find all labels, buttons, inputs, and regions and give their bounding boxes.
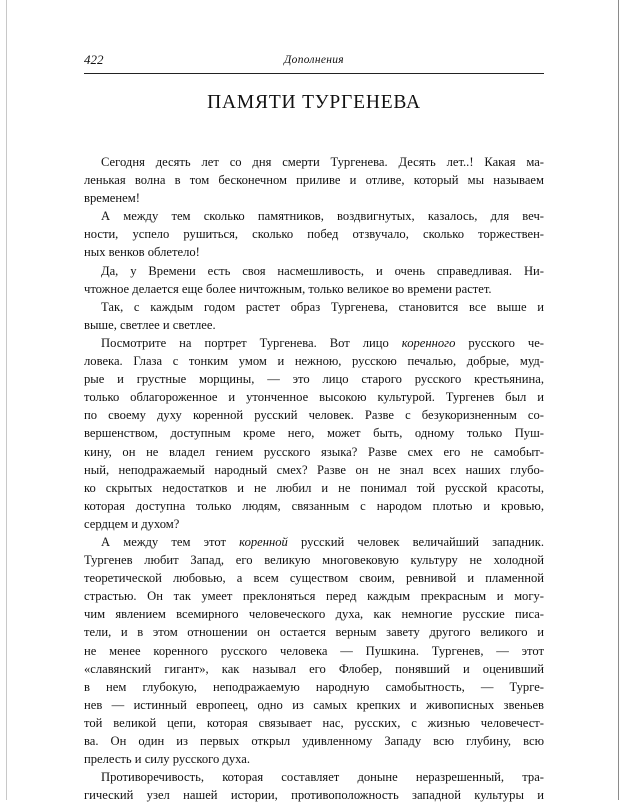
text-line: тели, и в этом отношении он остается верным завету другого великого и — [84, 625, 544, 640]
text-run: Посмотрите на портрет Тургенева. Вот лицо — [101, 335, 402, 350]
text-line: гический узел нашей истории, противоположность западной культуры и — [84, 788, 544, 803]
running-head: Дополнения — [284, 54, 344, 66]
text-line: выше, светлее и светлее. — [84, 317, 216, 332]
text-line: страстью. Он так умеет преклоняться перед каждым прекрасным и могу- — [84, 589, 544, 604]
text-line: ва. Он один из первых открыл удивленному Западу всю глубину, всю — [84, 734, 544, 748]
text-line: теоретической любовью, а всем существом своим, ревнивой и пламенной — [84, 571, 544, 586]
text-line: вершенством, доступным кроме него, может быть, одному только Пуш- — [84, 426, 544, 441]
text-line: временем! — [84, 191, 140, 206]
text-line: чтожное делается еще более ничтожным, только великое во времени растет. — [84, 281, 492, 296]
text-line: по своему духу коренной русский человек. Разве с безукоризненным со- — [84, 408, 544, 423]
text-line: только облагороженное и утонченное высокою культурой. Тургенев был и — [84, 390, 544, 405]
page-edge-left — [6, 0, 7, 800]
emphasized-word: коренного — [401, 335, 456, 350]
text-line: ловека. Глаза с тонким умом и нежною, русскою печалью, добрые, муд- — [84, 354, 544, 369]
text-run: русского че- — [455, 335, 544, 350]
header-rule — [84, 73, 544, 74]
text-line: Сегодня десять лет со дня смерти Тургенева. Десять лет..! Какая ма- — [101, 155, 544, 169]
text-line: Тургенев любит Запад, его великую многовековую культуру не холодной — [84, 553, 544, 568]
text-line: ный, неподражаемый народный смех? Разве он не знал всех наших глубо- — [84, 462, 544, 477]
text-line: Противоречивость, которая составляет доныне неразрешенный, тра- — [101, 770, 544, 785]
text-line: ных венков облетело! — [84, 245, 200, 260]
text-run: русский человек величайший западник. — [287, 534, 544, 549]
page-header — [84, 50, 544, 70]
text-line: ко скрытых недостатков и не любил и не понимал той русской красоты, — [84, 480, 544, 495]
text-run: А между тем этот — [101, 534, 240, 549]
text-line: кину, он не владел гением русского языка? Разве смех его не самобыт- — [84, 444, 544, 459]
text-line: в нем глубокую, неподражаемую народную самобытность, — Турге- — [84, 679, 544, 694]
text-line — [84, 533, 544, 551]
article-body — [84, 153, 544, 804]
page-edge-right — [618, 0, 619, 800]
text-line: Да, у Времени есть своя насмешливость, и очень справедливая. Ни- — [101, 263, 544, 278]
page-number: 422 — [84, 52, 104, 67]
text-line: А между тем сколько памятников, воздвигнутых, казалось, для веч- — [101, 209, 544, 224]
text-line: ности, успело рушиться, сколько побед отзвучало, сколько торжествен- — [84, 227, 544, 242]
text-line: рые и грустные морщины, — это лицо старого русского крестьянина, — [84, 372, 544, 387]
text-line: чим явлением всемирного человеческого духа, как немногие русские писа- — [84, 607, 544, 622]
text-line: «славянский гигант», как называл его Флобер, понявший и оценивший — [84, 661, 544, 676]
text-line: Так, с каждым годом растет образ Тургенева, становится все выше и — [101, 299, 544, 314]
text-line: которая доступна только людям, связанным с народом плотью и кровью, — [84, 498, 544, 513]
text-line: сердцем и духом? — [84, 516, 180, 531]
text-line: не менее коренного русского человека — Пушкина. Тургенев, — этот — [84, 643, 544, 658]
article-title: ПАМЯТИ ТУРГЕНЕВА — [207, 92, 421, 113]
text-line: прелесть и силу русского духа. — [84, 752, 250, 767]
text-line — [84, 334, 544, 352]
emphasized-word: коренной — [239, 534, 288, 549]
text-line: той великой цепи, которая связывает нас, русских, с жизнью человечест- — [84, 715, 544, 730]
text-line: ленькая волна в том бесконечном приливе и отливе, который мы называем — [84, 173, 544, 188]
text-line: нев — истинный европеец, одно из самых крепких и живописных звеньев — [84, 697, 544, 712]
